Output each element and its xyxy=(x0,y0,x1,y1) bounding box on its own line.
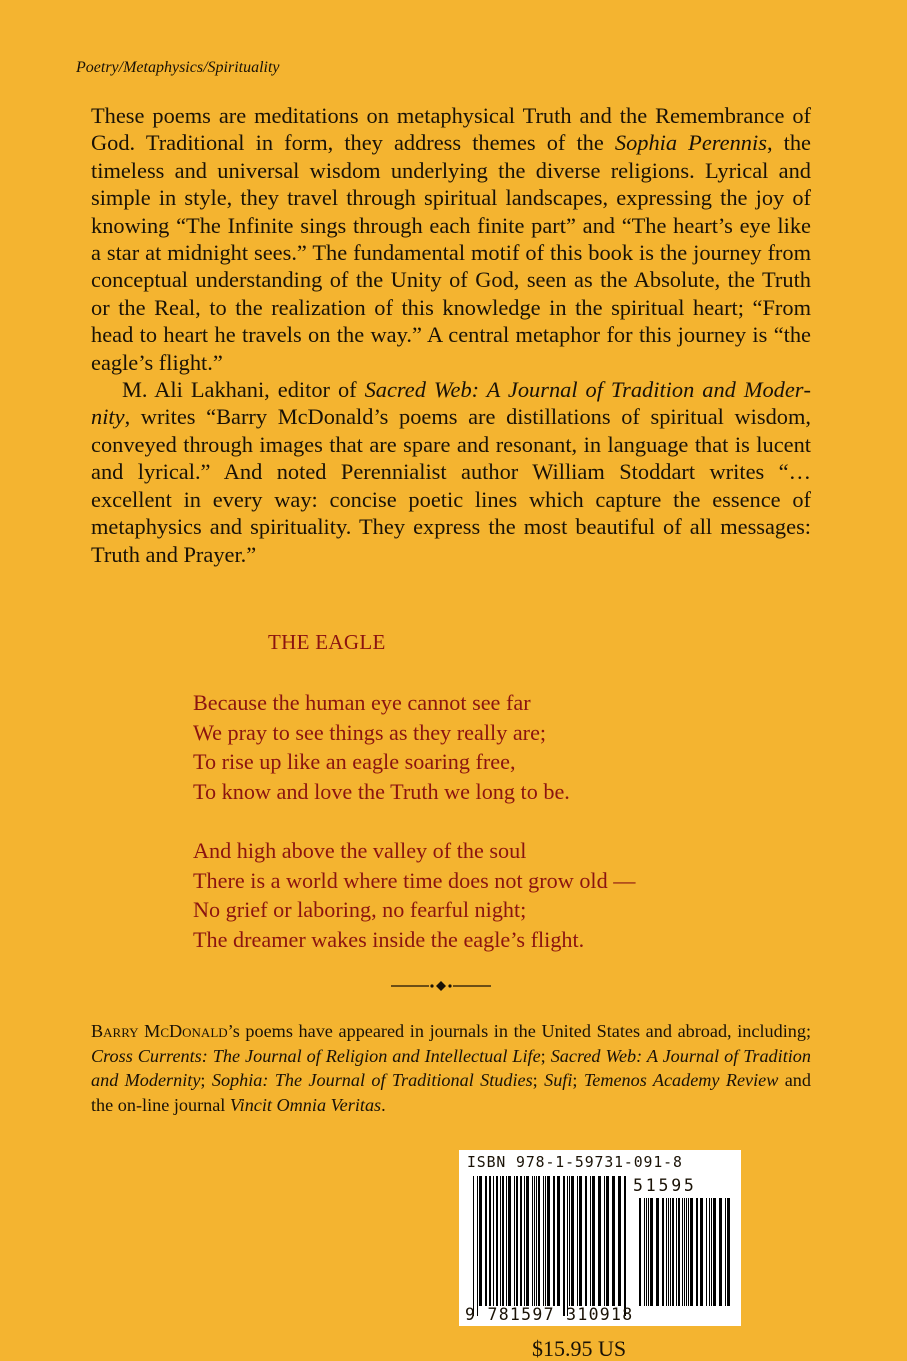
journal-title: Cross Currents: The Journal of Religion and Intellectual Life xyxy=(91,1045,541,1066)
poem-title: THE EAGLE xyxy=(268,630,386,654)
blurb xyxy=(91,102,811,568)
ean-digits: 9 781597 310918 xyxy=(465,1305,634,1324)
sacred-web-title: Sacred Web: A Journal of Tradition and Modernity xyxy=(91,377,811,430)
bio-text: and the on-line journal xyxy=(91,1070,811,1115)
journal-title: Sacred Web: A Journal of Tradition and Modernity xyxy=(91,1045,811,1090)
author-name: Barry McDonald xyxy=(91,1021,228,1041)
addon-digits: 51595 xyxy=(633,1176,697,1195)
blurb-p1-text-a: These poems are meditations on metaphysical Truth and the Remembrance of God. Traditional in form, they address themes of the xyxy=(91,103,811,156)
blurb-p2-text-a: M. Ali Lakhani, editor of xyxy=(122,377,365,403)
blurb-paragraph-1 xyxy=(91,102,811,376)
journal-title: Vincit Omnia Veritas xyxy=(229,1094,382,1115)
blurb-p1-text-b: , the timeless and universal wisdom underlying the diverse religions. Lyrical and simple in style, they travel through spiritual landscapes, expressing the joy of knowing “The Infinite sings through each finite part” and “The heart’s eye like a star at midnight sees.” The fundamental motif of this book is the journey from conceptual understanding of the Unity of God, seen as the Absolute, the Truth or the Real, to the realization of this knowledge in the spiritual heart; “From head to heart he travels on the way.” A central metaphor for this journey is “the eagle’s flight.” xyxy=(91,130,811,375)
blurb-p2-text-b: , writes “Barry McDonald’s poems are distillations of spiritual wisdom, conveyed through images that are spare and resonant, in language that is lucent and lyrical.” And noted Perennialist author William Stoddart writes “… excellent in every way: concise poetic lines which capture the essence of metaphysics and spirituality. They express the most beautiful of all messages: Truth and Prayer.” xyxy=(91,404,811,567)
journal-title: Sophia: The Journal of Traditional Studies xyxy=(211,1070,533,1090)
barcode xyxy=(459,1150,741,1326)
journal-title: Temenos Academy Review xyxy=(583,1070,779,1090)
poem-line: The dreamer wakes inside the eagle’s flight. xyxy=(193,926,585,952)
bio-separator: ; xyxy=(532,1070,545,1090)
poem-line: To know and love the Truth we long to be. xyxy=(193,778,570,804)
poem-line: We pray to see things as they really are; xyxy=(193,719,547,745)
poem xyxy=(193,688,635,954)
poem-line: And high above the valley of the soul xyxy=(193,838,527,863)
bio-end: . xyxy=(381,1094,386,1115)
stanza-gap xyxy=(193,806,635,836)
bio-separator: ; xyxy=(200,1070,212,1090)
journal-title: Sufi xyxy=(544,1070,573,1090)
price: $15.95 US xyxy=(532,1336,627,1361)
poem-line: To rise up like an eagle soaring free, xyxy=(193,749,516,774)
bio-separator: ; xyxy=(572,1070,584,1090)
ean-barcode-icon xyxy=(471,1176,629,1316)
category-label: Poetry/Metaphysics/Spirituality xyxy=(76,59,280,76)
sophia-perennis-term: Sophia Perennis xyxy=(614,130,767,156)
bio-text: ’s poems have appeared in journals in the United States and abroad, including; xyxy=(227,1021,811,1041)
poem-line: There is a world where time does not grow old — xyxy=(193,867,636,893)
isbn-text: ISBN 978-1-59731-091-8 xyxy=(467,1154,683,1171)
addon-barcode-icon xyxy=(637,1198,735,1316)
author-bio xyxy=(91,1019,811,1117)
poem-line: No grief or laboring, no fearful night; xyxy=(193,897,527,922)
ornament-divider-icon xyxy=(391,979,491,993)
poem-line: Because the human eye cannot see far xyxy=(193,690,531,715)
bio-separator: ; xyxy=(540,1045,551,1066)
blurb-paragraph-2 xyxy=(91,376,811,568)
